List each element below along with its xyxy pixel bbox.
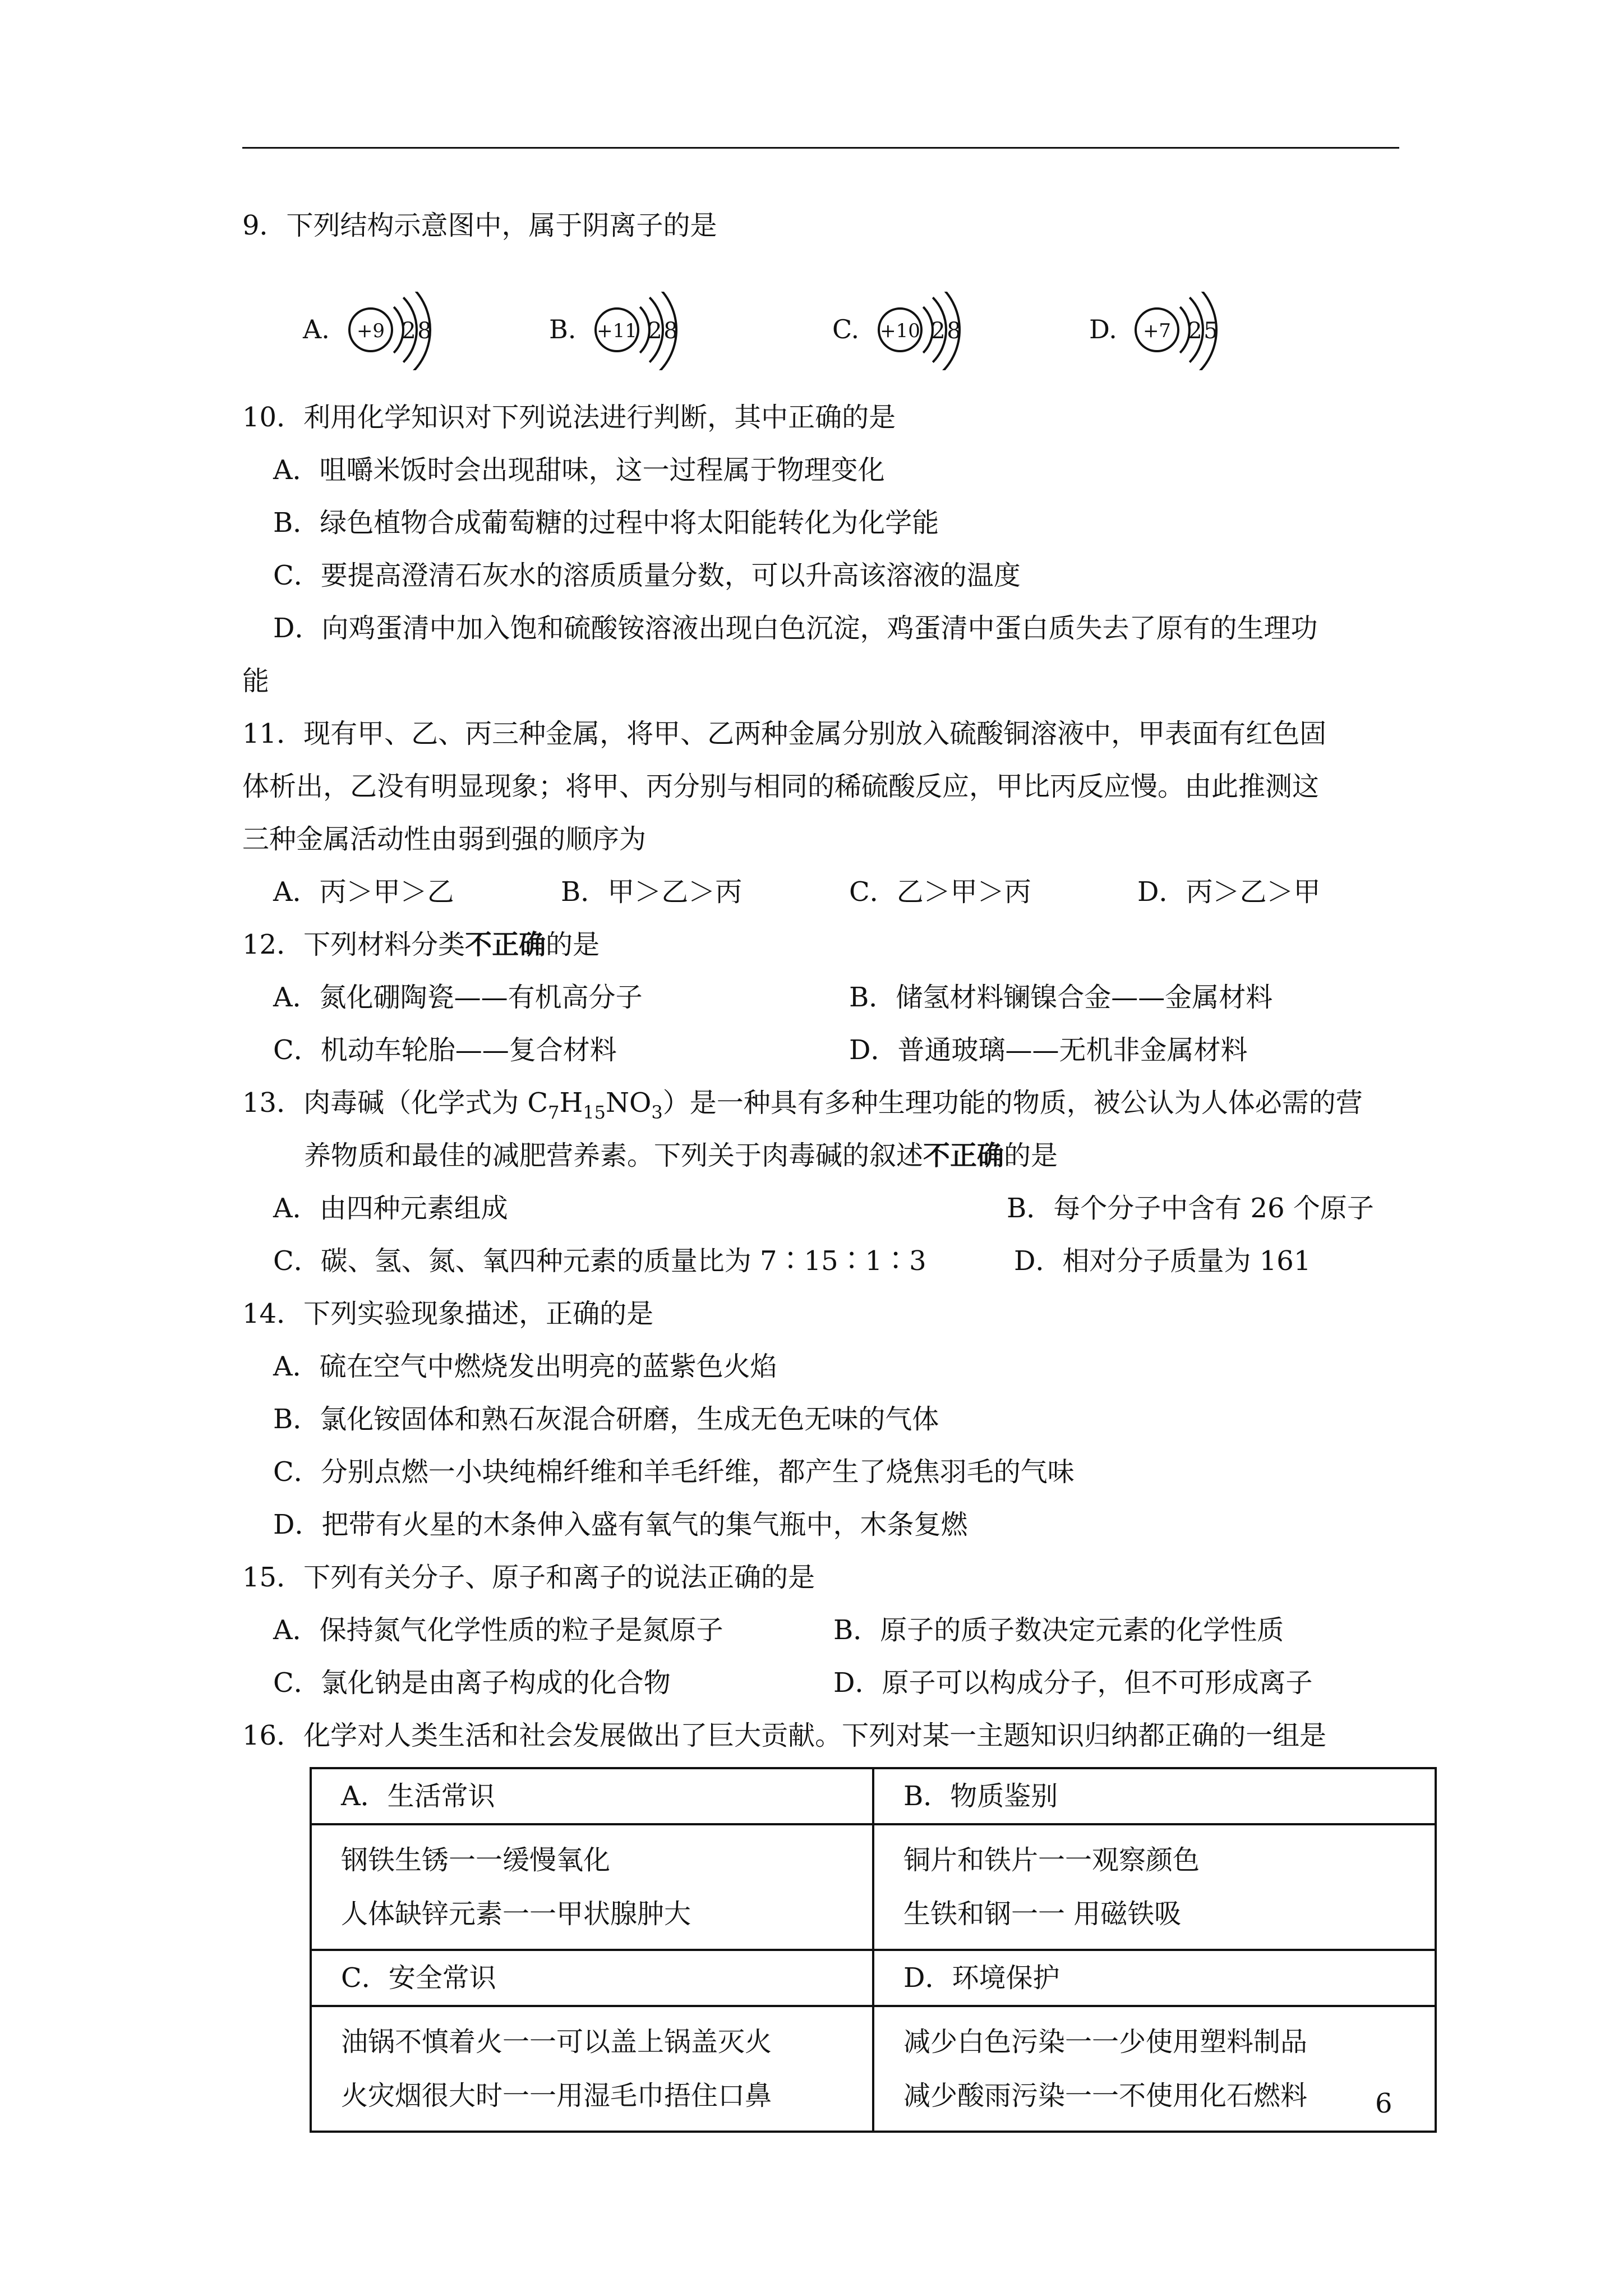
q12-option-a: A．氮化硼陶瓷——有机高分子: [273, 982, 643, 1013]
q14-option-d: D．把带有火星的木条伸入盛有氧气的集气瓶中，木条复燃: [273, 1509, 968, 1540]
q9-stem: 9．下列结构示意图中，属于阴离子的是: [242, 210, 717, 241]
q10-option-c: C．要提高澄清石灰水的溶质质量分数，可以升高该溶液的温度: [273, 560, 1021, 591]
option-letter: A.: [303, 314, 330, 344]
shell-2-electrons: 5: [1204, 318, 1218, 344]
q13-option-c: C．碳、氢、氮、氧四种元素的质量比为 7∶15∶1∶3: [273, 1245, 926, 1277]
q11-line-3: 三种金属活动性由弱到强的顺序为: [242, 823, 647, 855]
nucleus-charge: +7: [1142, 320, 1172, 342]
page-number: 6: [1375, 2088, 1393, 2119]
atom-diagram-d: [1087, 292, 1233, 370]
q15-option-a: A．保持氮气化学性质的粒子是氮原子: [273, 1614, 723, 1646]
q16-cell-a-body: [311, 1824, 873, 1950]
shell-1-electrons: 2: [1188, 318, 1202, 344]
q16-cell-c-body: [311, 2006, 873, 2132]
q13-emphasis: 不正确: [923, 1140, 1004, 1171]
q12-option-c: C．机动车轮胎——复合材料: [273, 1034, 617, 1066]
q15-stem: 15．下列有关分子、原子和离子的说法正确的是: [242, 1562, 815, 1593]
atom-diagram-c: [830, 292, 976, 370]
q16-cell-c-head: C．安全常识: [311, 1950, 873, 2006]
q13-line-1-pre: 13．肉毒碱（化学式为 C: [242, 1087, 548, 1119]
q16-c-line-1: 油锅不慎着火一一可以盖上锅盖灭火: [341, 2026, 772, 2058]
q10-option-d: D．向鸡蛋清中加入饱和硫酸铵溶液出现白色沉淀，鸡蛋清中蛋白质失去了原有的生理功: [273, 613, 1318, 644]
q16-b-line-2: 生铁和钢一一 用磁铁吸: [903, 1898, 1182, 1930]
q16-cell-a-head: A．生活常识: [311, 1768, 873, 1824]
q16-d-line-2: 减少酸雨污染一一不使用化石燃料: [903, 2080, 1308, 2111]
q13-line-2-pre: 养物质和最佳的减肥营养素。下列关于肉毒碱的叙述: [304, 1140, 924, 1171]
nucleus-charge: +10: [880, 320, 920, 342]
q12-option-b: B．储氢材料镧镍合金——金属材料: [849, 982, 1273, 1013]
q16-cell-b-body: [873, 1824, 1436, 1950]
q10-option-b: B．绿色植物合成葡萄糖的过程中将太阳能转化为化学能: [273, 507, 939, 539]
shell-1-electrons: 2: [648, 318, 662, 344]
q16-c-line-2: 火灾烟很大时一一用湿毛巾捂住口鼻: [341, 2080, 772, 2111]
q9-option-d: [1087, 292, 1233, 370]
header-rule: [242, 147, 1399, 149]
q12-stem: [242, 928, 600, 961]
q12-option-d: D．普通玻璃——无机非金属材料: [849, 1034, 1248, 1066]
shell-2-electrons: 8: [947, 318, 961, 344]
q11-option-c: C．乙＞甲＞丙: [849, 876, 1031, 908]
q13-line-1-post: ）是一种具有多种生理功能的物质，被公认为人体必需的营: [662, 1087, 1363, 1119]
q9-option-b: [547, 292, 693, 370]
q11-line-1: 11．现有甲、乙、丙三种金属，将甲、乙两种金属分别放入硫酸铜溶液中，甲表面有红色固: [242, 718, 1327, 749]
q14-stem: 14．下列实验现象描述，正确的是: [242, 1298, 654, 1329]
q13-sub-o: 3: [651, 1102, 663, 1123]
q13-option-b: B．每个分子中含有 26 个原子: [1007, 1193, 1374, 1224]
q9-option-a: [301, 292, 446, 370]
nucleus-charge: +9: [356, 320, 385, 342]
q13-option-d: D．相对分子质量为 161: [1014, 1245, 1311, 1277]
q10-option-a: A．咀嚼米饭时会出现甜味，这一过程属于物理变化: [273, 454, 885, 486]
q9-option-c: [830, 292, 976, 370]
q12-stem-pre: 12．下列材料分类: [242, 929, 465, 960]
q16-cell-d-head: D．环境保护: [873, 1950, 1436, 2006]
shell-1-electrons: 2: [931, 318, 946, 344]
q13-sub-c: 7: [548, 1102, 560, 1123]
q13-line-2: [304, 1139, 1058, 1172]
q14-option-a: A．硫在空气中燃烧发出明亮的蓝紫色火焰: [273, 1351, 777, 1382]
q11-line-2: 体析出，乙没有明显现象；将甲、丙分别与相同的稀硫酸反应，甲比丙反应慢。由此推测这: [242, 771, 1320, 802]
shell-2-electrons: 8: [663, 318, 678, 344]
q12-stem-post: 的是: [546, 929, 600, 960]
q14-option-b: B．氯化铵固体和熟石灰混合研磨，生成无色无味的气体: [273, 1404, 939, 1435]
q13-option-a: A．由四种元素组成: [273, 1193, 508, 1224]
q16-b-line-1: 铜片和铁片一一观察颜色: [903, 1844, 1200, 1876]
option-letter: B.: [549, 314, 577, 344]
option-letter: C.: [832, 314, 860, 344]
nucleus-charge: +11: [597, 320, 637, 342]
q16-d-line-1: 减少白色污染一一少使用塑料制品: [903, 2026, 1308, 2058]
q11-option-b: B．甲＞乙＞丙: [561, 876, 743, 908]
q16-stem: 16．化学对人类生活和社会发展做出了巨大贡献。下列对某一主题知识归纳都正确的一组是: [242, 1720, 1327, 1751]
q10-stem: 10．利用化学知识对下列说法进行判断，其中正确的是: [242, 402, 896, 433]
q16-a-line-1: 钢铁生锈一一缓慢氧化: [341, 1844, 611, 1876]
option-letter: D.: [1089, 314, 1117, 344]
q16-knowledge-table: [310, 1767, 1437, 2133]
q13-h: H: [559, 1087, 583, 1119]
q13-line-1: [242, 1086, 1363, 1122]
q15-option-b: B．原子的质子数决定元素的化学性质: [833, 1614, 1284, 1646]
q13-no: NO: [606, 1087, 652, 1119]
q14-option-c: C．分别点燃一小块纯棉纤维和羊毛纤维，都产生了烧焦羽毛的气味: [273, 1456, 1075, 1488]
atom-diagram-b: [547, 292, 693, 370]
q15-option-c: C．氯化钠是由离子构成的化合物: [273, 1667, 671, 1699]
shell-2-electrons: 8: [417, 318, 432, 344]
q16-cell-d-body: [873, 2006, 1436, 2132]
q11-option-a: A．丙＞甲＞乙: [273, 876, 454, 908]
q15-option-d: D．原子可以构成分子，但不可形成离子: [833, 1667, 1313, 1699]
q13-line-2-post: 的是: [1004, 1140, 1058, 1171]
q12-stem-emphasis: 不正确: [465, 929, 546, 960]
q13-sub-h: 15: [583, 1102, 606, 1123]
q10-option-d-cont: 能: [242, 665, 270, 697]
shell-1-electrons: 2: [402, 318, 416, 344]
atom-diagram-a: [301, 292, 446, 370]
q16-a-line-2: 人体缺锌元素一一甲状腺肿大: [341, 1898, 691, 1930]
q11-option-d: D．丙＞乙＞甲: [1137, 876, 1321, 908]
q16-cell-b-head: B．物质鉴别: [873, 1768, 1436, 1824]
